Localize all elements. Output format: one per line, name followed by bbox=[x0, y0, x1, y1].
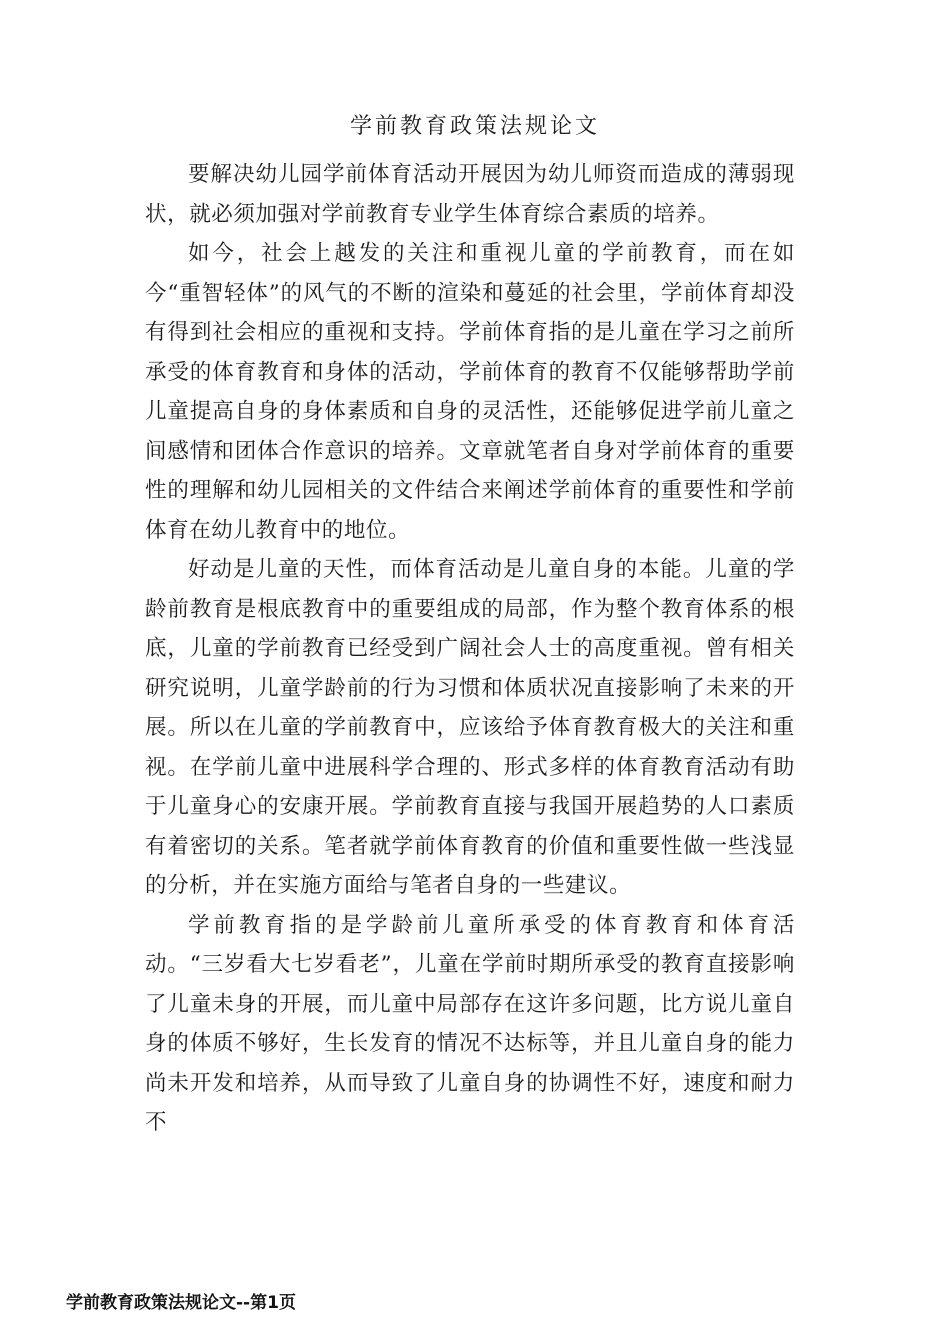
page-footer: 学前教育政策法规论文--第1页 bbox=[66, 1293, 296, 1313]
document-title: 学前教育政策法规论文 bbox=[349, 114, 600, 139]
paragraph: 好动是儿童的天性，而体育活动是儿童自身的本能。儿童的学龄前教育是根底教育中的重要组成的局部，作为整个教育体系的根底，儿童的学前教育已经受到广阔社会人士的高度重视。曾有相关研究说明，儿童学龄前的行为习惯和体质状况直接影响了未来的开展。所以在儿童的学前教育中，应该给予体育教育极大的关注和重视。在学前儿童中进展科学合理的、形式多样的体育教育活动有助于儿童身心的安康开展。学前教育直接与我国开展趋势的人口素质有着密切的关系。笔者就学前体育教育的价值和重要性做一些浅显的分析，并在实施方面给与笔者自身的一些建议。 bbox=[145, 557, 795, 898]
document-body bbox=[145, 155, 795, 1143]
paragraph: 学前教育指的是学龄前儿童所承受的体育教育和体育活动。“三岁看大七岁看老”，儿童在学前时期所承受的教育直接影响了儿童未身的开展，而儿童中局部存在这许多问题，比方说儿童自身的体质不够好，生长发育的情况不达标等，并且儿童自身的能力尚未开发和培养，从而导致了儿童自身的协调性不好，速度和耐力不 bbox=[145, 912, 795, 1135]
paragraph: 要解决幼儿园学前体育活动开展因为幼儿师资而造成的薄弱现状，就必须加强对学前教育专业学生体育综合素质的培养。 bbox=[145, 162, 795, 227]
paragraph: 如今，社会上越发的关注和重视儿童的学前教育，而在如今“重智轻体”的风气的不断的渲染和蔓延的社会里，学前体育却没有得到社会相应的重视和支持。学前体育指的是儿童在学习之前所承受的体育教育和身体的活动，学前体育的教育不仅能够帮助学前儿童提高自身的身体素质和自身的灵活性，还能够促进学前儿童之间感情和团体合作意识的培养。文章就笔者自身对学前体育的重要性的理解和幼儿园相关的文件结合来阐述学前体育的重要性和学前体育在幼儿教育中的地位。 bbox=[145, 241, 795, 543]
